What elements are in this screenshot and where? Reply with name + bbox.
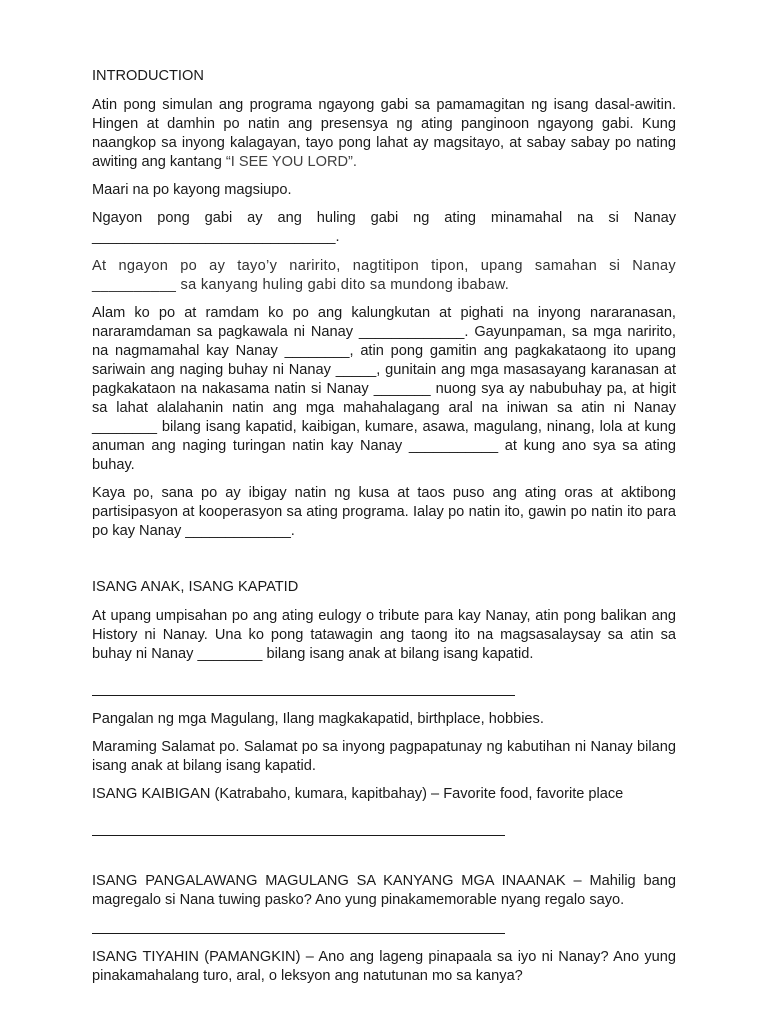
- intro-paragraph-4: At ngayon po ay tayo’y naririto, nagtitipon tipon, upang samahan si Nanay __________ sa kanyang huling gabi dito sa mundong ibabaw.: [92, 258, 676, 293]
- intro-paragraph-6: Kaya po, sana po ay ibigay natin ng kusa at taos puso ang ating oras at aktibong partisipasyon at kooperasyon sa ating programa. Ialay po natin ito, gawin po natin ito para po kay Nanay _____________.: [92, 485, 676, 539]
- magulang-paragraph: ISANG PANGALAWANG MAGULANG SA KANYANG MGA INAANAK – Mahilig bang magregalo si Nana tuwing pasko? Ano yung pinakamemorable nyang regalo sayo.: [92, 873, 676, 908]
- anak-heading: ISANG ANAK, ISANG KAPATID: [92, 579, 299, 595]
- spacer: [92, 673, 676, 695]
- intro-heading: INTRODUCTION: [92, 68, 204, 84]
- song-title: “I SEE YOU LORD”.: [225, 154, 357, 170]
- spacer: [92, 836, 676, 872]
- intro-paragraph-5: Alam ko po at ramdam ko po ang kalungkutan at pighati na inyong nararanasan, nararamdaman sa pagkawala ni Nanay _____________. Gayunpaman, sa mga naririto, na nagmamahal kay Nanay ________, atin pong gamitin ang pagkakataong ito upang sariwain ang naging buhay ni Nanay _____, gunitain ang mga masasayang karanasan at pagkakataon na nakasama natin si Nanay _______ nuong sya ay nabubuhay pa, at higit sa lahat alalahanin natin ang mga mahahalagang aral na iniwan sa atin ni Nanay ________ bilang isang kapatid, kaibigan, kumare, asawa, magulang, ninang, lola at kung anuman ang naging turingan natin kay Nanay ___________ at kung ano sya sa ating buhay.: [92, 305, 676, 473]
- spacer: [92, 919, 676, 933]
- anak-paragraph-2: Pangalan ng mga Magulang, Ilang magkakapatid, birthplace, hobbies.: [92, 711, 544, 727]
- anak-paragraph-3: Maraming Salamat po. Salamat po sa inyong pagpapatunay ng kabutihan ni Nanay bilang isang anak at bilang isang kapatid.: [92, 739, 676, 774]
- anak-paragraph-1: At upang umpisahan po ang ating eulogy o tribute para kay Nanay, atin pong balikan ang History ni Nanay. Una ko pong tatawagin ang taong ito na magsasalaysay sa atin sa buhay ni Nanay ________ bilang isang anak at bilang isang kapatid.: [92, 608, 676, 662]
- intro-paragraph-3: Ngayon pong gabi ay ang huling gabi ng ating minamahal na si Nanay ______________________________.: [92, 210, 676, 245]
- intro-paragraph-1: [92, 96, 676, 172]
- spacer: [92, 934, 676, 948]
- kaibigan-paragraph: ISANG KAIBIGAN (Katrabaho, kumara, kapitbahay) – Favorite food, favorite place: [92, 786, 624, 802]
- section-spacer: [92, 550, 676, 578]
- spacer: [92, 696, 676, 710]
- tiyahin-paragraph: ISANG TIYAHIN (PAMANGKIN) – Ano ang lageng pinapaala sa iyo ni Nanay? Ano yung pinakamahalang turo, aral, o leksyon ang natutunan mo sa kanya?: [92, 949, 676, 984]
- intro-paragraph-2: Maari na po kayong magsiupo.: [92, 182, 292, 198]
- spacer: [92, 813, 676, 835]
- intro-paragraph-1-text: Atin pong simulan ang programa ngayong gabi sa pamamagitan ng isang dasal-awitin. Hingen at damhin po natin ang presensya ng ating panginoon ngayong gabi. Kung naangkop sa inyong kalagayan, tayo pong lahat ay magsitayo, at sabay sabay po nating awiting ang kantang: [92, 97, 676, 170]
